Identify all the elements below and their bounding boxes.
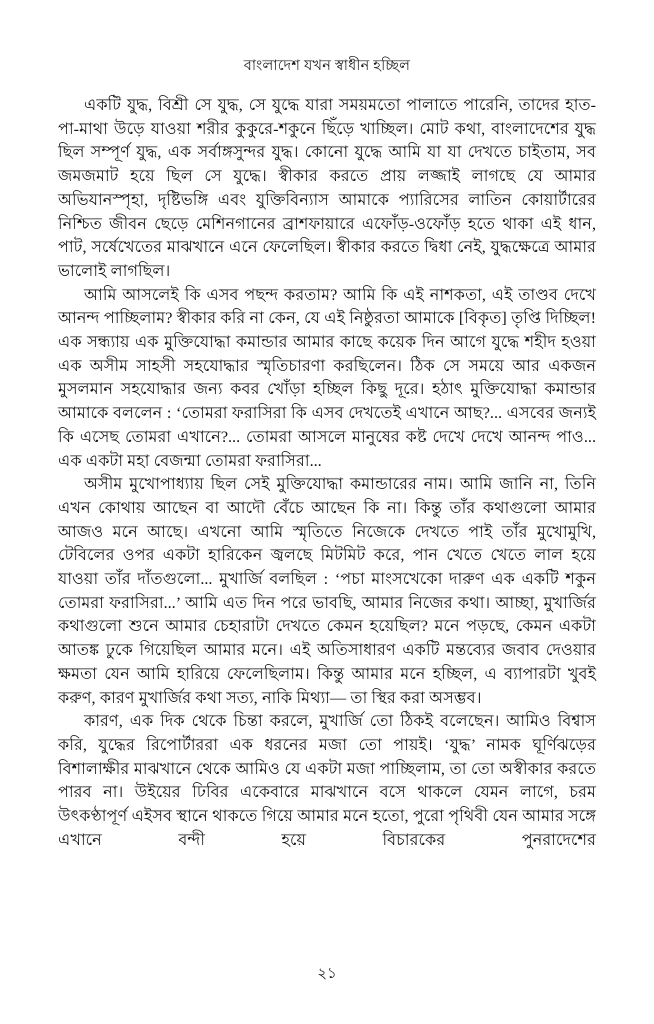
page-number: ২১ [317, 966, 337, 982]
paragraph-4: কারণ, এক দিক থেকে চিন্তা করলে, মুখার্জি তো ঠিকই বলেছেন। আমিও বিশ্বাস করি, যুদ্ধের রিপোর্টাররা এক ধরনের মজা তো পায়ই। ‘যুদ্ধ’ নামক ঘূর্ণিঝড়ের বিশালাক্ষীর মাঝখানে থেকে আমিও যে একটা মজা পাচ্ছিলাম, তা তো অস্বীকার করতে পারব না। উইয়ের ঢিবির একেবারে মাঝখানে বসে থাকলে যেমন লাগে, চরম উৎকণ্ঠাপূর্ণ এইসব স্থানে থাকতে গিয়ে আমার মনে হতো, পুরো পৃথিবী যেন আমার সঙ্গে এখানে বন্দী হয়ে বিচারকের পুনরাদেশের [58, 712, 596, 849]
body-text-block [58, 94, 596, 853]
paragraph-3: অসীম মুখোপাধ্যায় ছিল সেই মুক্তিযোদ্ধা কমান্ডারের নাম। আমি জানি না, তিনি এখন কোথায় আছেন বা আদৌ বেঁচে আছেন কি না। কিন্তু তাঁর কথাগুলো আমার আজও মনে আছে। এখনো আমি স্মৃতিতে নিজেকে দেখতে পাই তাঁর মুখোমুখি, টেবিলের ওপর একটা হারিকেন জ্বলছে মিটমিট করে, পান খেতে খেতে লাল হয়ে যাওয়া তাঁর দাঁতগুলো... মুখার্জি বলছিল : ‘পচা মাংসখেকো দারুণ এক একটি শকুন তোমরা ফরাসিরা...’ আমি এত দিন পরে ভাবছি, আমার নিজের কথা। আচ্ছা, মুখার্জির কথাগুলো শুনে আমার চেহারাটা দেখতে কেমন হয়েছিল? মনে পড়ছে, কেমন একটা আতঙ্ক ঢুকে গিয়েছিল আমার মনে। এই অতিসাধারণ একটি মন্তব্যের জবাব দেওয়ার ক্ষমতা যেন আমি হারিয়ে ফেলেছিলাম। কিন্তু আমার মনে হচ্ছিল, এ ব্যাপারটা খুবই করুণ, কারণ মুখার্জির কথা সত্য, নাকি মিথ্যা— তা স্থির করা অসম্ভব। [58, 475, 596, 707]
paragraph-1: একটি যুদ্ধ, বিশ্রী সে যুদ্ধ, সে যুদ্ধে যারা সময়মতো পালাতে পারেনি, তাদের হাত-পা-মাথা উড়ে যাওয়া শরীর কুকুরে-শকুনে ছিঁড়ে খাচ্ছিল। মোট কথা, বাংলাদেশের যুদ্ধ ছিল সম্পূর্ণ যুদ্ধ, এক সর্বাঙ্গসুন্দর যুদ্ধ। কোনো যুদ্ধে আমি যা যা দেখতে চাইতাম, সব জমজমাট হয়ে ছিল সে যুদ্ধে। স্বীকার করতে প্রায় লজ্জাই লাগছে যে আমার অভিযান‌স্পৃহা, দৃষ্টিভঙ্গি এবং যুক্তিবিন্যাস আমাকে প্যারিসের লাতিন কোয়ার্টারের নিশ্চিত জীবন ছেড়ে মেশিনগানের ব্রাশফায়ারে এফোঁড়-ওফোঁড় হতে থাকা এই ধান, পাট, সর্ষেখেতের মাঝখানে এনে ফেলেছিল। স্বীকার করতে দ্বিধা নেই, যুদ্ধক্ষেত্রে আমার ভালোই লাগছিল। [58, 96, 596, 280]
paragraph-2: আমি আসলেই কি এসব পছন্দ করতাম? আমি কি এই নাশকতা, এই তাণ্ডব দেখে আনন্দ পাচ্ছিলাম? স্বীকার করি না কেন, যে এই নিষ্ঠুরতা আমাকে [বিকৃত] তৃপ্তি দিচ্ছিল! এক সন্ধ্যায় এক মুক্তিযোদ্ধা কমান্ডার আমার কাছে কয়েক দিন আগে যুদ্ধে শহীদ হওয়া এক অসীম সাহসী সহযোদ্ধার স্মৃতিচারণা করছিলেন। ঠিক সে সময়ে আর একজন মুসলমান সহযোদ্ধার জন্য কবর খোঁড়া হচ্ছিল কিছু দূরে। হঠাৎ মুক্তিযোদ্ধা কমান্ডার আমাকে বললেন : ‘তোমরা ফরাসিরা কি এসব দেখতেই এখানে আছ?... এসবের জন্যই কি এসেছ তোমরা এখানে?... তোমরা আসলে মানুষের কষ্ট দেখে দেখে আনন্দ পাও... এক একটা মহা বেজন্মা তোমরা ফরাসিরা... [58, 285, 596, 470]
running-header: বাংলাদেশ যখন স্বাধীন হচ্ছিল [243, 58, 411, 74]
